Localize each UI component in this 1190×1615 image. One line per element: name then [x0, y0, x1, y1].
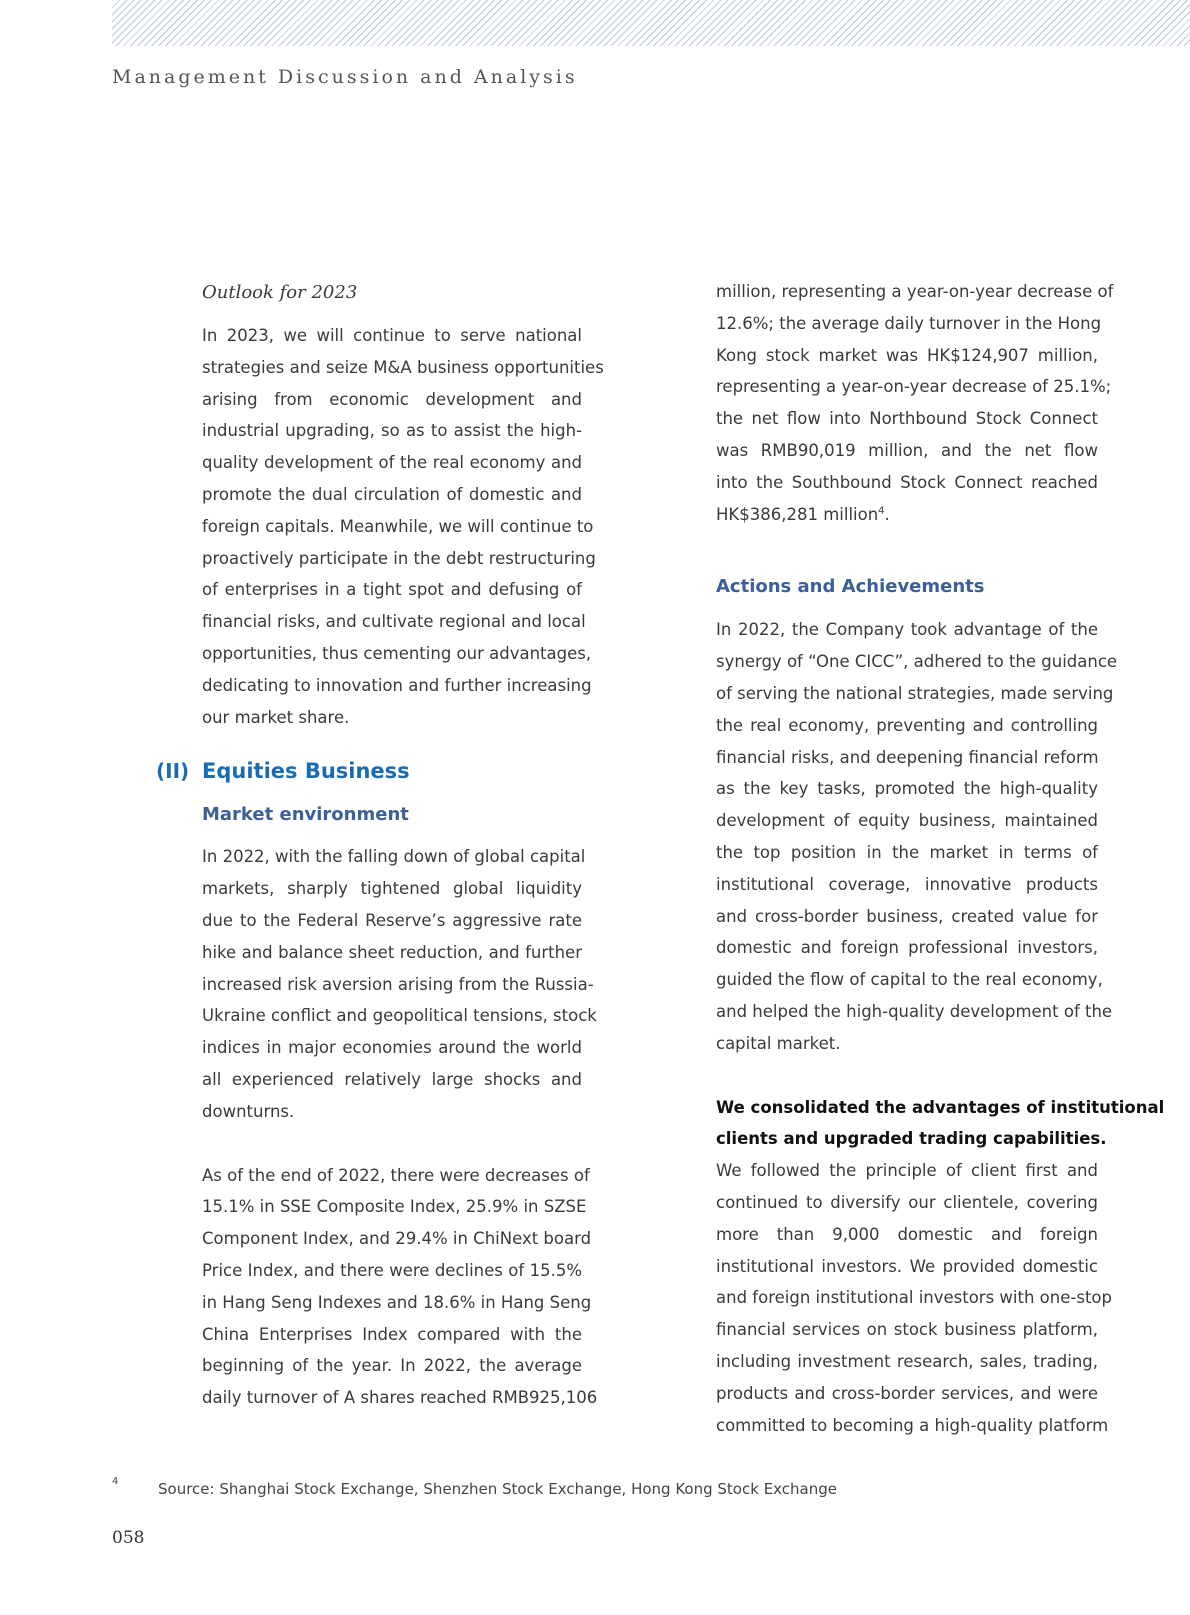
text-line: our market share.: [202, 707, 350, 727]
right-column: [716, 276, 1165, 1441]
market-paragraph-1: [202, 841, 597, 1127]
text-line: daily turnover of A shares reached RMB925,106: [202, 1388, 598, 1408]
text-line: all experienced relatively large shocks and: [202, 1069, 582, 1089]
text-line-with-footnote: [716, 499, 1098, 531]
text-line: the net flow into Northbound Stock Connect: [716, 409, 1098, 429]
text-line: domestic and foreign professional investors,: [716, 938, 1098, 958]
text-line: due to the Federal Reserve’s aggressive rate: [202, 910, 582, 930]
text-line: the top position in the market in terms of: [716, 842, 1098, 862]
text-line: million, representing a year-on-year decrease of: [716, 282, 1114, 301]
text-line: China Enterprises Index compared with the: [202, 1324, 582, 1344]
text-line: and foreign institutional investors with one-stop: [716, 1288, 1112, 1308]
section-number: (II): [156, 759, 190, 784]
text-line: more than 9,000 domestic and foreign: [716, 1224, 1098, 1244]
page-number: 058: [112, 1528, 145, 1548]
continued-paragraph: [716, 276, 1114, 530]
text-line: As of the end of 2022, there were decreases of: [202, 1165, 590, 1185]
outlook-heading: Outlook for 2023: [202, 282, 358, 303]
text-line: as the key tasks, promoted the high-quality: [716, 779, 1098, 799]
left-column: [156, 276, 604, 1414]
text-line: guided the flow of capital to the real economy,: [716, 970, 1103, 990]
text-line: opportunities, thus cementing our advantages,: [202, 643, 592, 663]
text-line: arising from economic development and: [202, 389, 582, 409]
text-line: Kong stock market was HK$124,907 million,: [716, 345, 1098, 365]
text-line: representing a year-on-year decrease of 25.1%;: [716, 377, 1112, 397]
text-line: In 2022, with the falling down of global capital: [202, 847, 586, 867]
paragraph-gap: [202, 1128, 582, 1160]
text-line: markets, sharply tightened global liquidity: [202, 879, 582, 899]
footnote-mark: 4: [112, 1476, 119, 1487]
text-line: foreign capitals. Meanwhile, we will continue to: [202, 516, 594, 536]
text-line: Price Index, and there were declines of 15.5%: [202, 1260, 582, 1280]
text-line: in Hang Seng Indexes and 18.6% in Hang Seng: [202, 1292, 592, 1312]
text-line: industrial upgrading, so as to assist the high-: [202, 421, 582, 441]
section-title: Equities Business: [202, 759, 410, 784]
text-line: into the Southbound Stock Connect reached: [716, 472, 1098, 492]
section-heading: [156, 751, 582, 791]
bold-lead-line: We consolidated the advantages of institutional: [716, 1097, 1165, 1117]
text-line: continued to diversify our clientele, covering: [716, 1192, 1098, 1212]
text-line: capital market.: [716, 1033, 841, 1053]
text-fragment: .: [884, 504, 890, 524]
bold-lead-line: clients and upgraded trading capabilities.: [716, 1129, 1107, 1149]
text-line: financial services on stock business platform,: [716, 1320, 1098, 1340]
text-line: promote the dual circulation of domestic and: [202, 484, 582, 504]
text-fragment: HK$386,281 million: [716, 504, 879, 524]
outlook-paragraph: [202, 320, 604, 733]
text-line: We followed the principle of client first and: [716, 1161, 1098, 1181]
text-line: quality development of the real economy and: [202, 453, 582, 473]
market-heading: Market environment: [202, 804, 409, 826]
text-line: the real economy, preventing and controlling: [716, 715, 1098, 735]
text-line: institutional investors. We provided domestic: [716, 1256, 1098, 1276]
clients-paragraph: [716, 1092, 1165, 1442]
text-line: downturns.: [202, 1101, 295, 1121]
text-line: indices in major economies around the world: [202, 1038, 582, 1058]
footnote-text: Source: Shanghai Stock Exchange, Shenzhen Stock Exchange, Hong Kong Stock Exchange: [158, 1480, 837, 1498]
market-paragraph-2: [202, 1160, 598, 1414]
paragraph-gap: [716, 1060, 1098, 1092]
text-line: Ukraine conflict and geopolitical tensions, stock: [202, 1006, 597, 1026]
text-line: and cross-border business, created value for: [716, 906, 1098, 926]
text-line: proactively participate in the debt restructuring: [202, 548, 596, 568]
text-line: development of equity business, maintained: [716, 811, 1098, 831]
text-line: 12.6%; the average daily turnover in the Hong: [716, 313, 1102, 333]
text-line: was RMB90,019 million, and the net flow: [716, 440, 1098, 460]
header-hatch-band: [112, 0, 1190, 46]
text-line: increased risk aversion arising from the Russia-: [202, 974, 594, 994]
actions-paragraph: [716, 614, 1118, 1059]
text-line: including investment research, sales, trading,: [716, 1351, 1098, 1371]
text-line: financial risks, and deepening financial reform: [716, 747, 1099, 767]
text-line: financial risks, and cultivate regional and local: [202, 612, 586, 632]
text-line: of serving the national strategies, made serving: [716, 683, 1114, 703]
text-line: hike and balance sheet reduction, and further: [202, 942, 582, 962]
running-header-title: Management Discussion and Analysis: [112, 66, 578, 88]
text-line: strategies and seize M&A business opportunities: [202, 357, 604, 377]
text-line: In 2022, the Company took advantage of the: [716, 620, 1098, 640]
actions-heading: Actions and Achievements: [716, 576, 985, 598]
text-line: In 2023, we will continue to serve national: [202, 326, 582, 345]
text-line: Component Index, and 29.4% in ChiNext board: [202, 1229, 592, 1249]
text-line: products and cross-border services, and were: [716, 1383, 1098, 1403]
text-line: of enterprises in a tight spot and defusing of: [202, 580, 582, 600]
text-line: committed to becoming a high-quality platform: [716, 1415, 1109, 1435]
text-line: and helped the high-quality development of the: [716, 1001, 1113, 1021]
text-line: dedicating to innovation and further increasing: [202, 675, 592, 695]
text-line: 15.1% in SSE Composite Index, 25.9% in SZSE: [202, 1197, 587, 1217]
text-line: beginning of the year. In 2022, the average: [202, 1356, 582, 1376]
text-line: institutional coverage, innovative products: [716, 874, 1098, 894]
text-line: synergy of “One CICC”, adhered to the guidance: [716, 652, 1118, 672]
footnote-reference: 4: [878, 505, 885, 517]
